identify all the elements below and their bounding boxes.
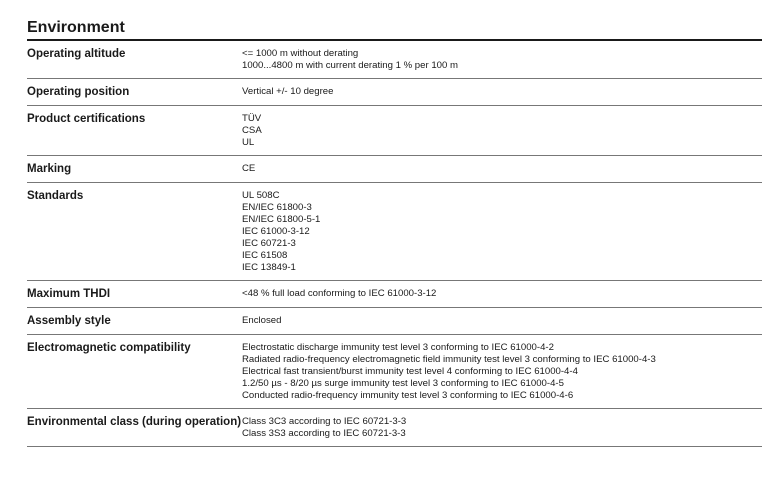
spec-value: UL	[242, 137, 255, 148]
spec-values	[242, 47, 762, 72]
spec-value: IEC 61508	[242, 250, 288, 261]
spec-value: CE	[242, 163, 256, 174]
spec-row	[27, 183, 762, 281]
spec-row	[27, 79, 762, 106]
spec-value: Electrical fast transient/burst immunity test level 4 conforming to IEC 61000-4-4	[242, 366, 578, 377]
spec-value: Class 3C3 according to IEC 60721-3-3	[242, 416, 407, 427]
spec-value: Class 3S3 according to IEC 60721-3-3	[242, 428, 406, 439]
spec-values	[242, 189, 762, 274]
spec-value: UL 508C	[242, 190, 280, 201]
spec-value: Electrostatic discharge immunity test level 3 conforming to IEC 61000-4-2	[242, 342, 554, 353]
spec-values	[242, 162, 762, 176]
section-title: Environment	[27, 19, 125, 36]
spec-row	[27, 106, 762, 156]
spec-row	[27, 308, 762, 335]
spec-label: Standards	[27, 190, 84, 202]
spec-value: Enclosed	[242, 315, 282, 326]
spec-row	[27, 156, 762, 183]
spec-value: IEC 61000-3-12	[242, 226, 310, 237]
spec-value: EN/IEC 61800-5-1	[242, 214, 321, 225]
spec-value: <48 % full load conforming to IEC 61000-3-12	[242, 288, 437, 299]
spec-values	[242, 314, 762, 328]
spec-label: Marking	[27, 163, 72, 175]
spec-row	[27, 281, 762, 308]
spec-label: Environmental class (during operation)	[27, 416, 242, 428]
spec-table	[27, 41, 762, 447]
spec-values	[242, 341, 762, 402]
spec-label: Operating altitude	[27, 48, 126, 60]
spec-row	[27, 41, 762, 79]
spec-row	[27, 409, 762, 447]
spec-value: CSA	[242, 125, 262, 136]
spec-values	[242, 415, 762, 440]
spec-value: 1.2/50 µs - 8/20 µs surge immunity test level 3 conforming to IEC 61000-4-5	[242, 378, 564, 389]
spec-value: Conducted radio-frequency immunity test level 3 conforming to IEC 61000-4-6	[242, 390, 574, 401]
spec-label: Electromagnetic compatibility	[27, 342, 191, 354]
spec-label: Product certifications	[27, 113, 146, 125]
spec-label: Operating position	[27, 86, 130, 98]
spec-value: IEC 60721-3	[242, 238, 296, 249]
spec-value: Radiated radio-frequency electromagnetic field immunity test level 3 conforming to IEC 61000-4-3	[242, 354, 656, 365]
spec-row	[27, 335, 762, 409]
spec-values	[242, 112, 762, 149]
spec-value: IEC 13849-1	[242, 262, 296, 273]
spec-label: Maximum THDI	[27, 288, 111, 300]
spec-sheet	[27, 18, 762, 447]
spec-value: EN/IEC 61800-3	[242, 202, 312, 213]
spec-value: <= 1000 m without derating	[242, 48, 359, 59]
spec-value: Vertical +/- 10 degree	[242, 86, 334, 97]
spec-value: TÜV	[242, 113, 262, 124]
spec-value: 1000...4800 m with current derating 1 % per 100 m	[242, 60, 458, 71]
spec-label: Assembly style	[27, 315, 111, 327]
spec-values	[242, 85, 762, 99]
spec-values	[242, 287, 762, 301]
